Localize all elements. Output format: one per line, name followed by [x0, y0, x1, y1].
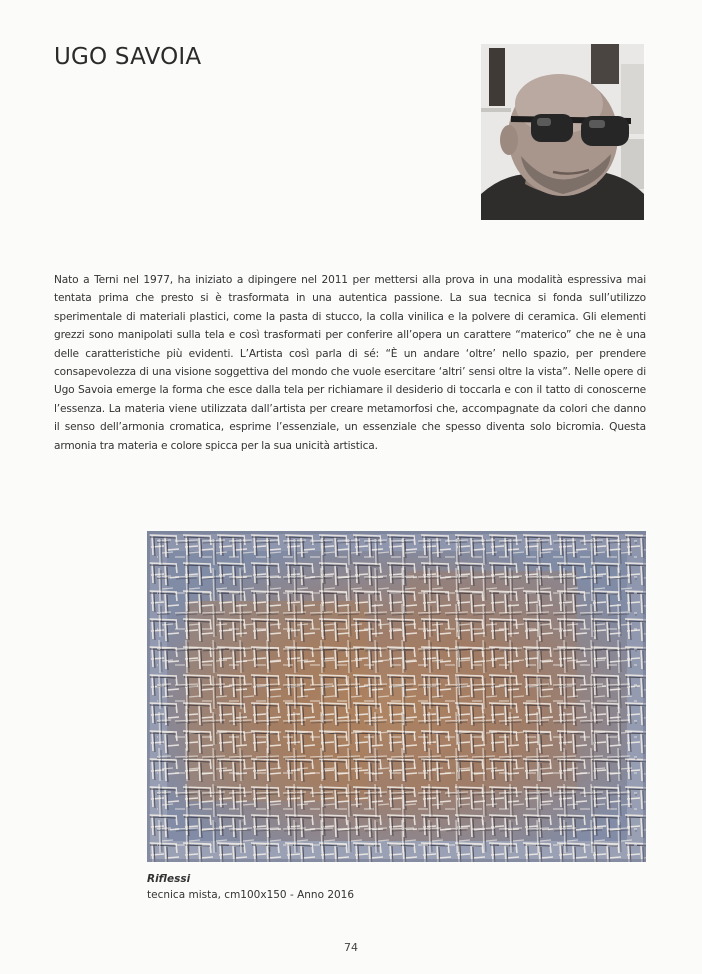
portrait-illustration — [481, 44, 644, 220]
artwork-title: Riflessi — [147, 873, 191, 885]
abstract-painting-illustration — [147, 531, 646, 862]
artist-name: UGO SAVOIA — [54, 44, 202, 70]
page-number: 74 — [344, 941, 358, 954]
artwork-image-riflessi — [147, 531, 646, 862]
artist-portrait-photo — [481, 44, 644, 220]
artist-biography: Nato a Terni nel 1977, ha iniziato a dipingere nel 2011 per mettersi alla prova in una modalità espressiva mai tentata prima che presto si è trasformata in una autentica passione. La sua tecnica si fonda sull’utilizzo sperimentale di materiali plastici, come la pasta di stucco, la colla vinilica e la polvere di ceramica. Gli elementi grezzi sono manipolati sulla tela e così trasformati per conferire all’opera un carattere “materico” che ne è una delle caratteristiche più evidenti. L’Artista così parla di sé: “È un andare ‘oltre’ nello spazio, per prendere consapevolezza di una visione soggettiva del mondo che vuole esercitare ‘altri’ sensi oltre la vista”. Nelle opere di Ugo Savoia emerge la forma che esce dalla tela per richiamare il desiderio di toccarla e con il tatto di conoscerne l’essenza. La materia viene utilizzata dall’artista per creare metamorfosi che, accompagnate da colori che danno il senso dell’armonia cromatica, esprime l’essenziale, un essenziale che spesso diventa solo bicromia. Questa armonia tra materia e colore spicca per la sua unicità artistica. — [54, 274, 646, 452]
artwork-details: tecnica mista, cm100x150 - Anno 2016 — [147, 889, 355, 901]
